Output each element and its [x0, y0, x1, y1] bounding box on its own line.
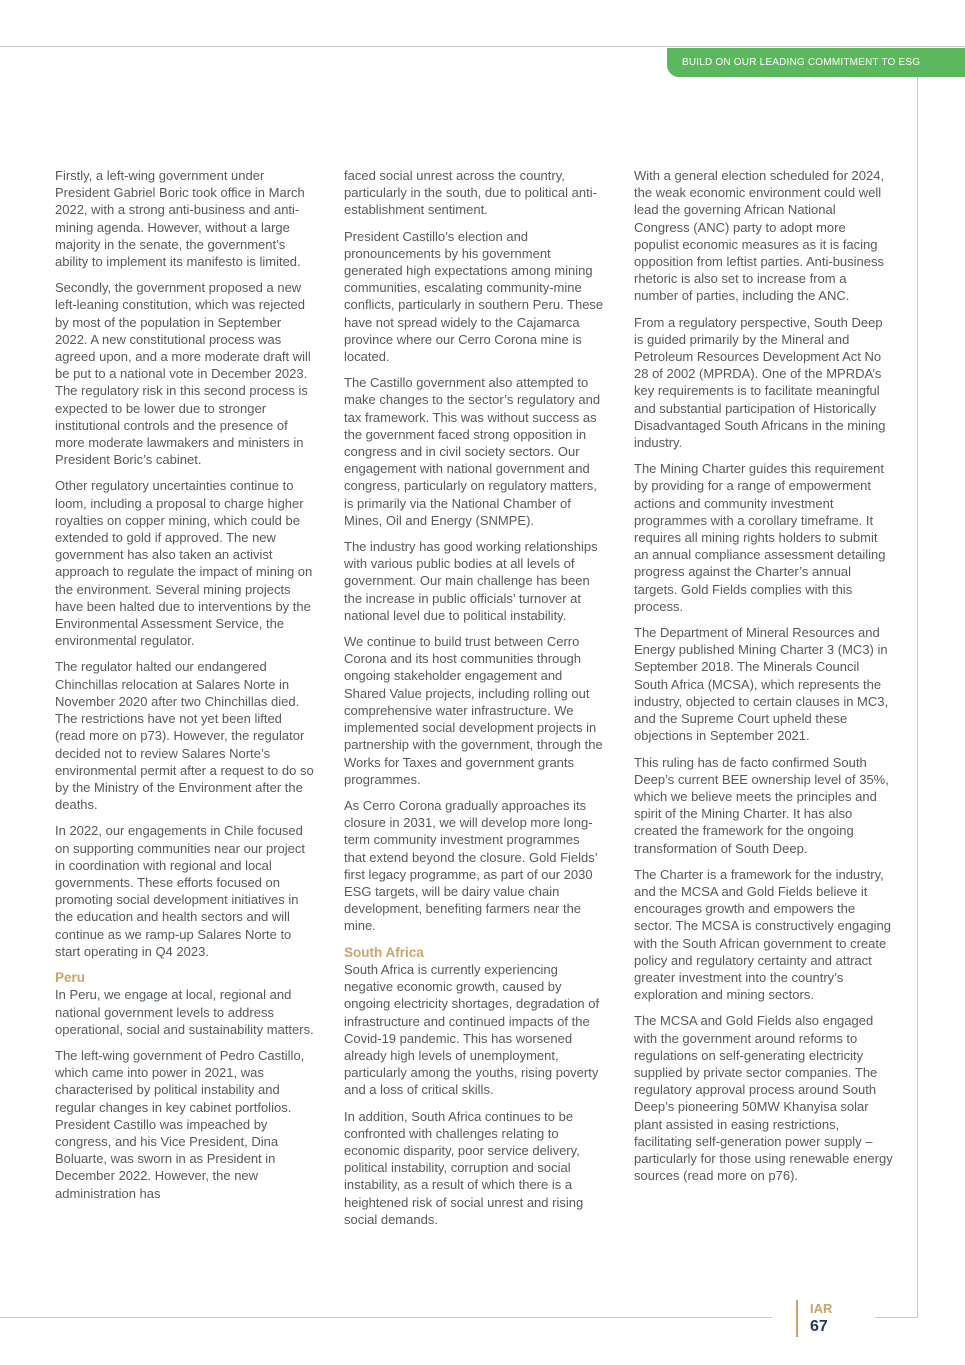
paragraph: Firstly, a left-wing government under President Gabriel Boric took office in March 2022, with a strong anti-business and anti-mining agenda. However, without a large majority in the senate, the government’s ability to implement its manifesto is limited. — [55, 168, 305, 270]
paragraph: The Charter is a framework for the industry, and the MCSA and Gold Fields believe it encourages growth and empowers the sector. The MCSA is constructively engaging with the South African government to create policy and regulatory certainty and attract greater investment into the country’s exploration and mining sectors. — [634, 866, 891, 1003]
paragraph: South Africa is currently experiencing negative economic growth, caused by ongoing electricity shortages, degradation of infrastructure and continued impacts of the Covid-19 pandemic. This has worsened already high levels of unemployment, particularly among the youths, rising poverty and a loss of critical skills. — [344, 962, 600, 1098]
paragraph: The MCSA and Gold Fields also engaged with the government around reforms to regulations on self-generating electricity supplied by private sector companies. The regulatory approval process around South Deep’s pioneering 50MW Khanyisa solar plant assisted in easing restrictions, facilitating self-generation power supply – particularly for those using renewable energy sources (read more on p76). — [634, 1013, 893, 1184]
top-divider — [0, 46, 965, 47]
paragraph: faced social unrest across the country, particularly in the south, due to political anti-establishment sentiment. — [344, 168, 597, 218]
paragraph: The industry has good working relationships with various public bodies at all levels of government. Our main challenge has been the increase in public officials’ turnover at national level due to political instability. — [344, 539, 598, 623]
paragraph: From a regulatory perspective, South Deep is guided primarily by the Mineral and Petroleum Resources Development Act No 28 of 2002 (MPRDA). One of the MPRDA’s key requirements is to facilitate meaningful and substantial participation of Historically Disadvantaged South Africans in the mining industry. — [634, 314, 886, 451]
paragraph: We continue to build trust between Cerro Corona and its host communities through ongoing stakeholder engagement and Shared Value projects, including rolling out comprehensive water infrastructure. We implemented social development projects in partnership with the government, through the Works for Taxes and government grants programmes. — [344, 634, 603, 787]
paragraph: President Castillo’s election and pronouncements by his government generated high expectations among mining communities, escalating community-mine conflicts, particularly in southern Peru. These have not spread widely to the Cajamarca province where our Cerro Corona mine is located. — [344, 228, 604, 365]
paragraph: With a general election scheduled for 2024, the weak economic environment could well lead the governing African National Congress (ANC) party to adopt more populist economic measures as it is facing opposition from leftist parties. Anti-business rhetoric is also set to increase from a number of parties, including the ANC. — [634, 168, 885, 304]
paragraph: Other regulatory uncertainties continue to loom, including a proposal to charge higher royalties on copper mining, which could be extended to gold if approved. The new government has also taken an activist approach to regulate the impact of mining on the environment. Several mining projects have been halted due to interventions by the Environmental Assessment Service, the environmental regulator. — [55, 478, 313, 649]
paragraph: The Department of Mineral Resources and Energy published Mining Charter 3 (MC3) in September 2018. The Minerals Council South Africa (MCSA), which represents the industry, objected to certain clauses in MC3, and the Supreme Court upheld these objections in September 2021. — [634, 625, 889, 744]
paragraph: The regulator halted our endangered Chinchillas relocation at Salares Norte in November 2020 after two Chinchillas died. The restrictions have not yet been lifted (read more on p73). However, the regulator decided not to review Salares Norte’s environmental permit after a request to do so by the Ministry of the Environment after the deaths. — [55, 659, 314, 813]
bottom-divider-right — [875, 1317, 918, 1318]
paragraph: In Peru, we engage at local, regional and national government levels to address operational, social and sustainability matters. — [55, 987, 314, 1037]
right-margin-rule — [917, 77, 918, 1318]
text-column-3 — [634, 167, 894, 1193]
paragraph: Secondly, the government proposed a new left-leaning constitution, which was rejected by most of the population in September 2022. A new constitutional process was agreed upon, and a more moderate draft will be put to a national vote in December 2023. The regulatory risk in this second process is expected to be lower due to stronger institutional controls and the presence of more moderate lawmakers and ministers in President Boric’s cabinet. — [55, 280, 311, 468]
report-label: IAR — [810, 1301, 833, 1316]
section-title-tab — [667, 48, 965, 77]
paragraph: The left-wing government of Pedro Castillo, which came into power in 2021, was characterised by political instability and regular changes in key cabinet portfolios. President Castillo was impeached by congress, and his Vice President, Dina Boluarte, was sworn in as President in December 2022. However, the new administration has — [55, 1048, 305, 1201]
bottom-divider-left — [0, 1317, 772, 1318]
paragraph: This ruling has de facto confirmed South Deep’s current BEE ownership level of 35%, which we believe meets the principles and spirit of the Mining Charter. It has also created the framework for the ongoing transformation of South Deep. — [634, 754, 889, 856]
paragraph: In addition, South Africa continues to be confronted with challenges relating to economic disparity, poor service delivery, political instability, corruption and social instability, as a result of which there is a heightened risk of social unrest and rising social demands. — [344, 1108, 584, 1227]
text-column-2 — [344, 167, 604, 1237]
heading-south-africa: South Africa — [344, 944, 424, 960]
heading-peru: Peru — [55, 969, 86, 985]
page-number: 67 — [810, 1318, 828, 1335]
paragraph: The Mining Charter guides this requirement by providing for a range of empowerment actions and community investment programmes with a corollary timeframe. It requires all mining rights holders to submit an annual compliance assessment detailing progress against the Charter’s annual targets. Gold Fields complies with this process. — [634, 461, 886, 614]
paragraph: In 2022, our engagements in Chile focused on supporting communities near our project in coordination with regional and local governments. These efforts focused on promoting social development initiatives in the education and health sectors and will continue as we ramp-up Salares Norte to start operating in Q4 2023. — [55, 823, 306, 959]
paragraph: The Castillo government also attempted to make changes to the sector’s regulatory and tax framework. This was without success as the government faced strong opposition in congress and in civil society sectors. Our engagement with national government and congress, particularly on regulatory matters, is primarily via the National Chamber of Mines, Oil and Energy (SNMPE). — [344, 375, 601, 528]
paragraph: As Cerro Corona gradually approaches its closure in 2031, we will develop more long-term community investment programmes that extend beyond the closure. Gold Fields’ first legacy programme, as part of our 2030 ESG targets, will be dairy value chain development, benefiting farmers near the mine. — [344, 797, 598, 934]
text-column-1 — [55, 167, 315, 1211]
folio-accent-bar — [796, 1300, 798, 1337]
section-title: BUILD ON OUR LEADING COMMITMENT TO ESG — [682, 57, 921, 68]
